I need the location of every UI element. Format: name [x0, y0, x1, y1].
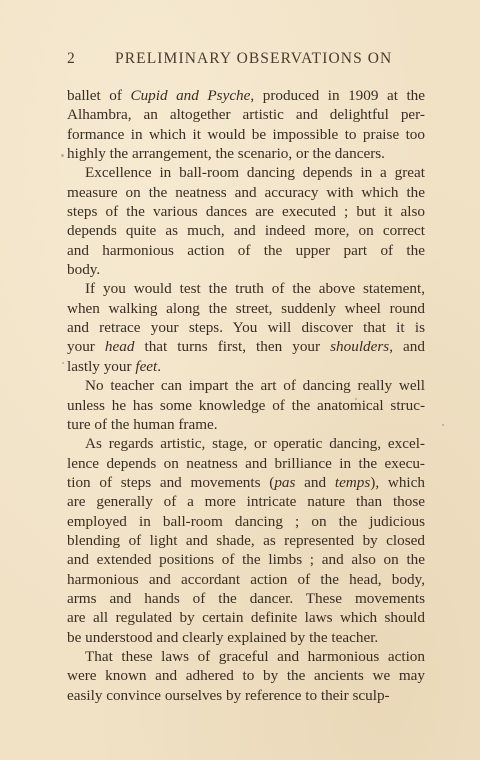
text-line — [67, 105, 425, 124]
text-segment: be understood and clearly explained by the teacher. — [67, 628, 379, 646]
italic-text: feet — [135, 357, 158, 375]
text-line — [67, 550, 425, 569]
text-line — [67, 144, 425, 163]
page-number: 2 — [67, 50, 76, 67]
text-segment: harmonious and accordant action of the head, body, — [67, 570, 425, 588]
text-segment: . — [157, 357, 162, 375]
text-segment: No teacher can impart the art of dancing really well — [85, 377, 425, 395]
text-segment: highly the arrangement, the scenario, or the dancers. — [67, 145, 385, 163]
text-segment: ), which — [370, 473, 425, 491]
text-line — [67, 647, 425, 666]
text-segment: unless he has some knowledge of the anatomical struc- — [67, 396, 425, 414]
text-segment: lence depends on neatness and brilliance in the execu- — [67, 454, 425, 472]
running-header — [67, 50, 397, 72]
text-line — [67, 279, 425, 298]
text-segment: that turns first, then your — [134, 338, 331, 356]
italic-text: head — [104, 338, 135, 356]
text-segment: formance in which it would be impossible to praise too — [67, 125, 425, 143]
text-line — [67, 163, 425, 182]
text-line — [67, 241, 425, 260]
text-segment: and harmonious action of the upper part of the — [67, 241, 425, 259]
paper-speck — [61, 154, 64, 157]
text-line — [67, 686, 425, 705]
paper-speck — [62, 362, 64, 364]
text-segment: lastly your — [67, 357, 136, 375]
text-segment: and extended positions of the limbs ; and also on the — [67, 551, 425, 569]
text-line — [67, 183, 425, 202]
text-line — [67, 589, 425, 608]
text-segment: Alhambra, an altogether artistic and delightful per- — [67, 106, 425, 124]
text-segment: steps of the various dances are executed ; but it also — [67, 203, 425, 221]
paper-speck — [355, 398, 357, 400]
text-line — [67, 512, 425, 531]
text-line — [67, 531, 425, 550]
running-title: PRELIMINARY OBSERVATIONS ON — [115, 50, 393, 67]
text-line — [67, 608, 425, 627]
text-segment: easily convince ourselves by reference to their sculp- — [67, 686, 390, 704]
text-line — [67, 396, 425, 415]
text-segment: were known and adhered to by the ancients we may — [67, 667, 425, 685]
text-segment: ballet of — [67, 87, 131, 104]
text-segment: As regards artistic, stage, or operatic dancing, excel- — [85, 435, 425, 453]
text-line — [67, 86, 425, 105]
text-segment: blending of light and shade, as represented by closed — [67, 531, 425, 549]
text-line — [67, 260, 425, 279]
text-line — [67, 318, 425, 337]
text-line — [67, 376, 425, 395]
text-segment: , and — [389, 338, 425, 356]
text-segment: tion of steps and movements ( — [67, 473, 275, 491]
text-segment: when walking along the street, suddenly wheel round — [67, 299, 425, 317]
paper-speck — [442, 424, 444, 426]
text-segment: That these laws of graceful and harmonious action — [85, 647, 425, 665]
italic-text: shoulders — [330, 338, 390, 356]
text-segment: and — [295, 473, 335, 491]
text-segment: are generally of a more intricate nature than those — [67, 493, 425, 511]
text-segment: employed in ball-room dancing ; on the judicious — [67, 512, 425, 530]
text-line — [67, 415, 425, 434]
text-line — [67, 221, 425, 240]
text-line — [67, 454, 425, 473]
text-segment: body. — [67, 261, 101, 279]
text-line — [67, 628, 425, 647]
text-line — [67, 473, 425, 492]
text-segment: your — [67, 338, 105, 356]
text-segment: If you would test the truth of the above statement, — [85, 280, 425, 298]
text-line — [67, 202, 425, 221]
italic-text: pas — [274, 473, 296, 491]
text-line — [67, 570, 425, 589]
text-segment: and retrace your steps. You will discover that it is — [67, 319, 425, 337]
text-segment: , produced in 1909 at the — [250, 87, 426, 104]
text-line — [67, 337, 425, 356]
text-line — [67, 125, 425, 144]
text-segment: measure on the neatness and accuracy with which the — [67, 183, 425, 201]
text-segment: are all regulated by certain definite laws which should — [67, 609, 425, 627]
text-line — [67, 666, 425, 685]
text-segment: arms and hands of the dancer. These movements — [67, 589, 425, 607]
text-segment: ture of the human frame. — [67, 415, 218, 433]
body-text — [67, 86, 425, 705]
text-line — [67, 357, 425, 376]
text-segment: depends quite as much, and indeed more, on correct — [67, 222, 425, 240]
text-segment: Excellence in ball-room dancing depends in a great — [85, 164, 425, 182]
text-line — [67, 434, 425, 453]
text-line — [67, 299, 425, 318]
italic-text: temps — [334, 473, 371, 491]
italic-text: Cupid and Psyche — [130, 87, 251, 104]
text-line — [67, 492, 425, 511]
